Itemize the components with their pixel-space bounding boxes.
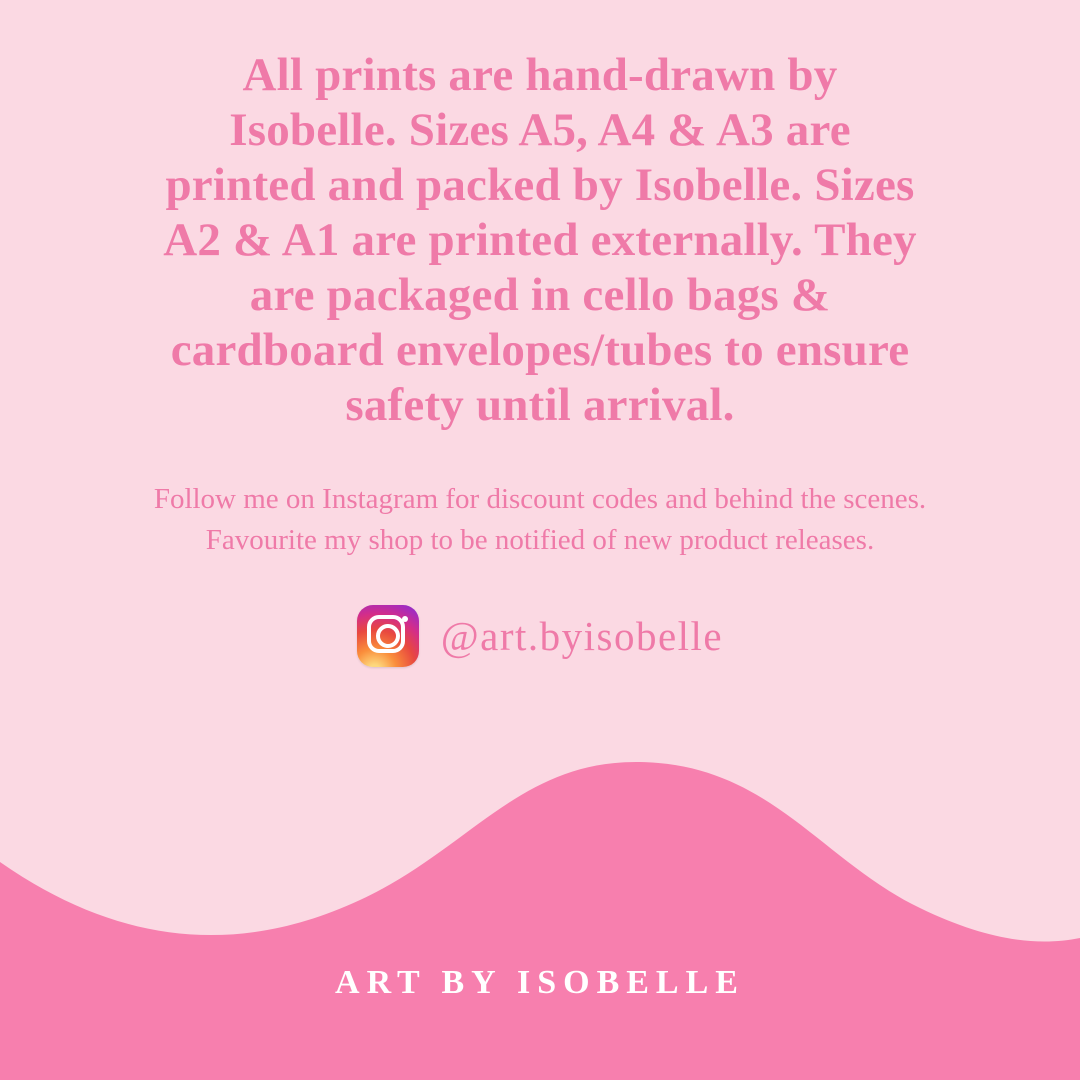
instagram-icon-dot: [402, 616, 408, 622]
instagram-icon[interactable]: [357, 605, 419, 667]
brand-name: ART BY ISOBELLE: [335, 964, 745, 1001]
instagram-handle-text[interactable]: @art.byisobelle: [440, 613, 724, 659]
instagram-handle-row[interactable]: [160, 605, 920, 667]
subtext: Follow me on Instagram for discount codes and behind the scenes. Favourite my shop to be notified of new product releases.: [153, 483, 927, 556]
wave-decoration: [0, 750, 1080, 1080]
headline-text: All prints are hand-drawn by Isobelle. Sizes A5, A4 & A3 are printed and packed by Isobelle. Sizes A2 & A1 are printed externally. They are packaged in cello bags & cardboard envelopes/tubes to ensure safety until arrival.: [163, 49, 917, 431]
instagram-icon-lens: [376, 624, 400, 648]
